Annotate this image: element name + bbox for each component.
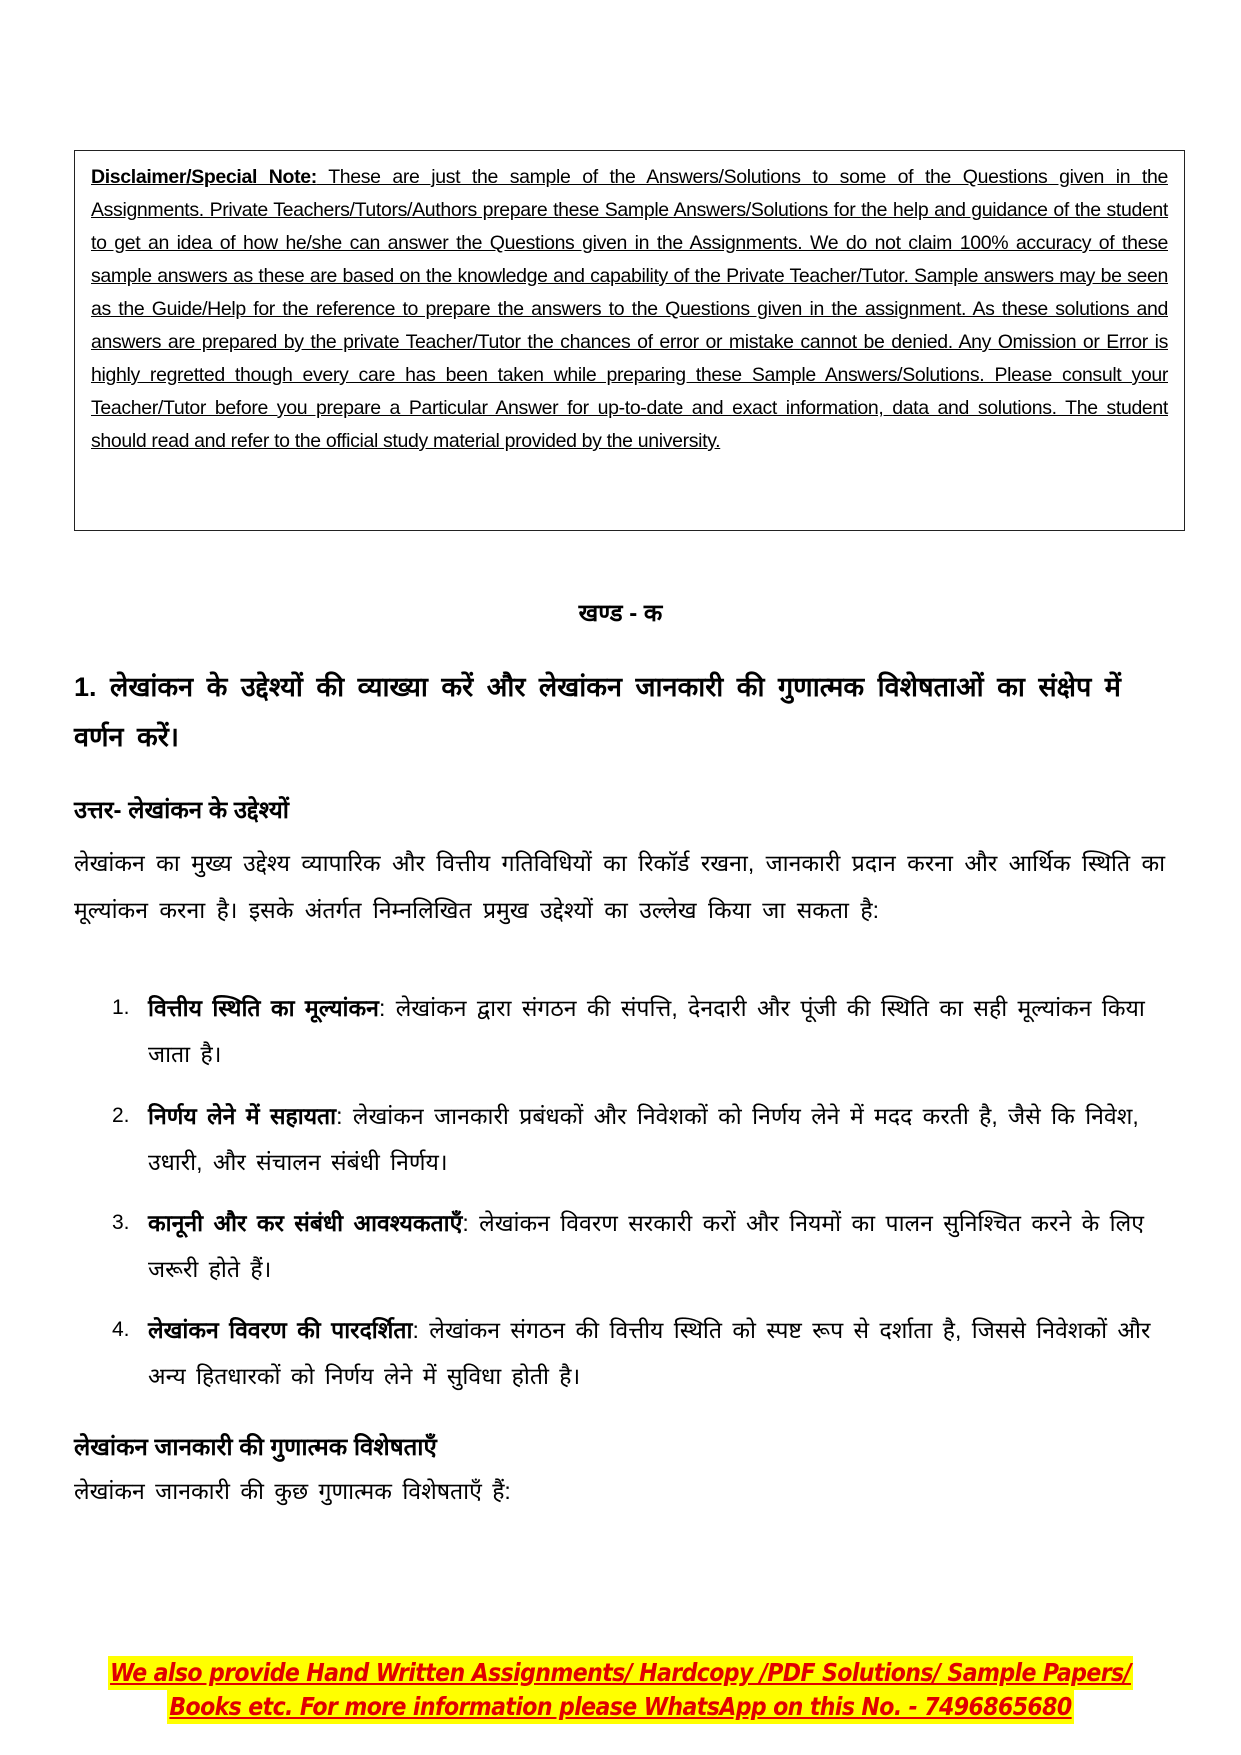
footer-promo [0, 1656, 1241, 1724]
list-number: 2. [112, 1104, 130, 1127]
list-term: वित्तीय स्थिति का मूल्यांकन [148, 995, 379, 1021]
list-number: 3. [112, 1211, 130, 1234]
list-item [112, 1200, 1172, 1292]
list-term: निर्णय लेने में सहायता [148, 1103, 337, 1129]
list-item [112, 1307, 1172, 1399]
footer-line-1: We also provide Hand Written Assignments/ Hardcopy /PDF Solutions/ Sample Papers/ [108, 1656, 1133, 1690]
disclaimer-lead: Disclaimer/Special Note: [91, 166, 317, 188]
list-item [112, 985, 1172, 1077]
disclaimer-body: These are just the sample of the Answers/Solutions to some of the Questions given in the Assignments. Private Teachers/Tutors/Authors prepare these Sample Answers/Solutions for the help and guidance of the student to get an idea of how he/she can answer the Questions given in the Assignments. We do not claim 100% accuracy of these sample answers as these are based on the knowledge and capability of the Private Teacher/Tutor. Sample answers may be seen as the Guide/Help for the reference to prepare the answers to the Questions given in the assignment. As these solutions and answers are prepared by the private Teacher/Tutor the chances of error or mistake cannot be denied. Any Omission or Error is highly regretted though every care has been taken while preparing these Sample Answers/Solutions. Please consult your Teacher/Tutor before you prepare a Particular Answer for up-to-date and exact information, data and solutions. The student should read and refer to the official study material provided by the university. [91, 166, 1168, 452]
intro-paragraph: लेखांकन का मुख्य उद्देश्य व्यापारिक और वित्तीय गतिविधियों का रिकॉर्ड रखना, जानकारी प्रदान करना और आर्थिक स्थिति का मूल्यांकन करना है। इसके अंतर्गत निम्नलिखित प्रमुख उद्देश्यों का उल्लेख किया जा सकता है: [74, 850, 1166, 923]
list-text: : लेखांकन द्वारा संगठन की संपत्ति, देनदारी और पूंजी की स्थिति का सही मूल्यांकन किया जाता है। [148, 995, 1145, 1067]
list-text: : लेखांकन जानकारी प्रबंधकों और निवेशकों को निर्णय लेने में मदद करती है, जैसे कि निवेश, उधारी, और संचालन संबंधी निर्णय। [148, 1103, 1139, 1175]
disclaimer-box [74, 150, 1185, 531]
qualities-intro: लेखांकन जानकारी की कुछ गुणात्मक विशेषताएँ हैं: [74, 1478, 511, 1504]
qualities-heading: लेखांकन जानकारी की गुणात्मक विशेषताएँ [74, 1434, 437, 1461]
footer-line-2: Books etc. For more information please WhatsApp on this No. - 7496865680 [167, 1690, 1073, 1724]
list-term: लेखांकन विवरण की पारदर्शिता [148, 1317, 413, 1343]
list-item [112, 1093, 1172, 1185]
answer-heading: उत्तर- लेखांकन के उद्देश्यों [74, 797, 289, 824]
list-text: : लेखांकन संगठन की वित्तीय स्थिति को स्पष्ट रूप से दर्शाता है, जिससे निवेशकों और अन्य हितधारकों को निर्णय लेने में सुविधा होती है। [148, 1317, 1151, 1389]
section-title: खण्ड - क [578, 600, 663, 627]
question-heading: 1. लेखांकन के उद्देश्यों की व्याख्या करें और लेखांकन जानकारी की गुणात्मक विशेषताओं का संक्षेप में वर्णन करें। [74, 672, 1121, 752]
list-number: 4. [112, 1318, 130, 1341]
list-term: कानूनी और कर संबंधी आवश्यकताएँ [148, 1210, 463, 1236]
list-text: : लेखांकन विवरण सरकारी करों और नियमों का पालन सुनिश्चित करने के लिए जरूरी होते हैं। [148, 1210, 1144, 1282]
list-number: 1. [112, 996, 130, 1019]
disclaimer-text [91, 161, 1168, 458]
